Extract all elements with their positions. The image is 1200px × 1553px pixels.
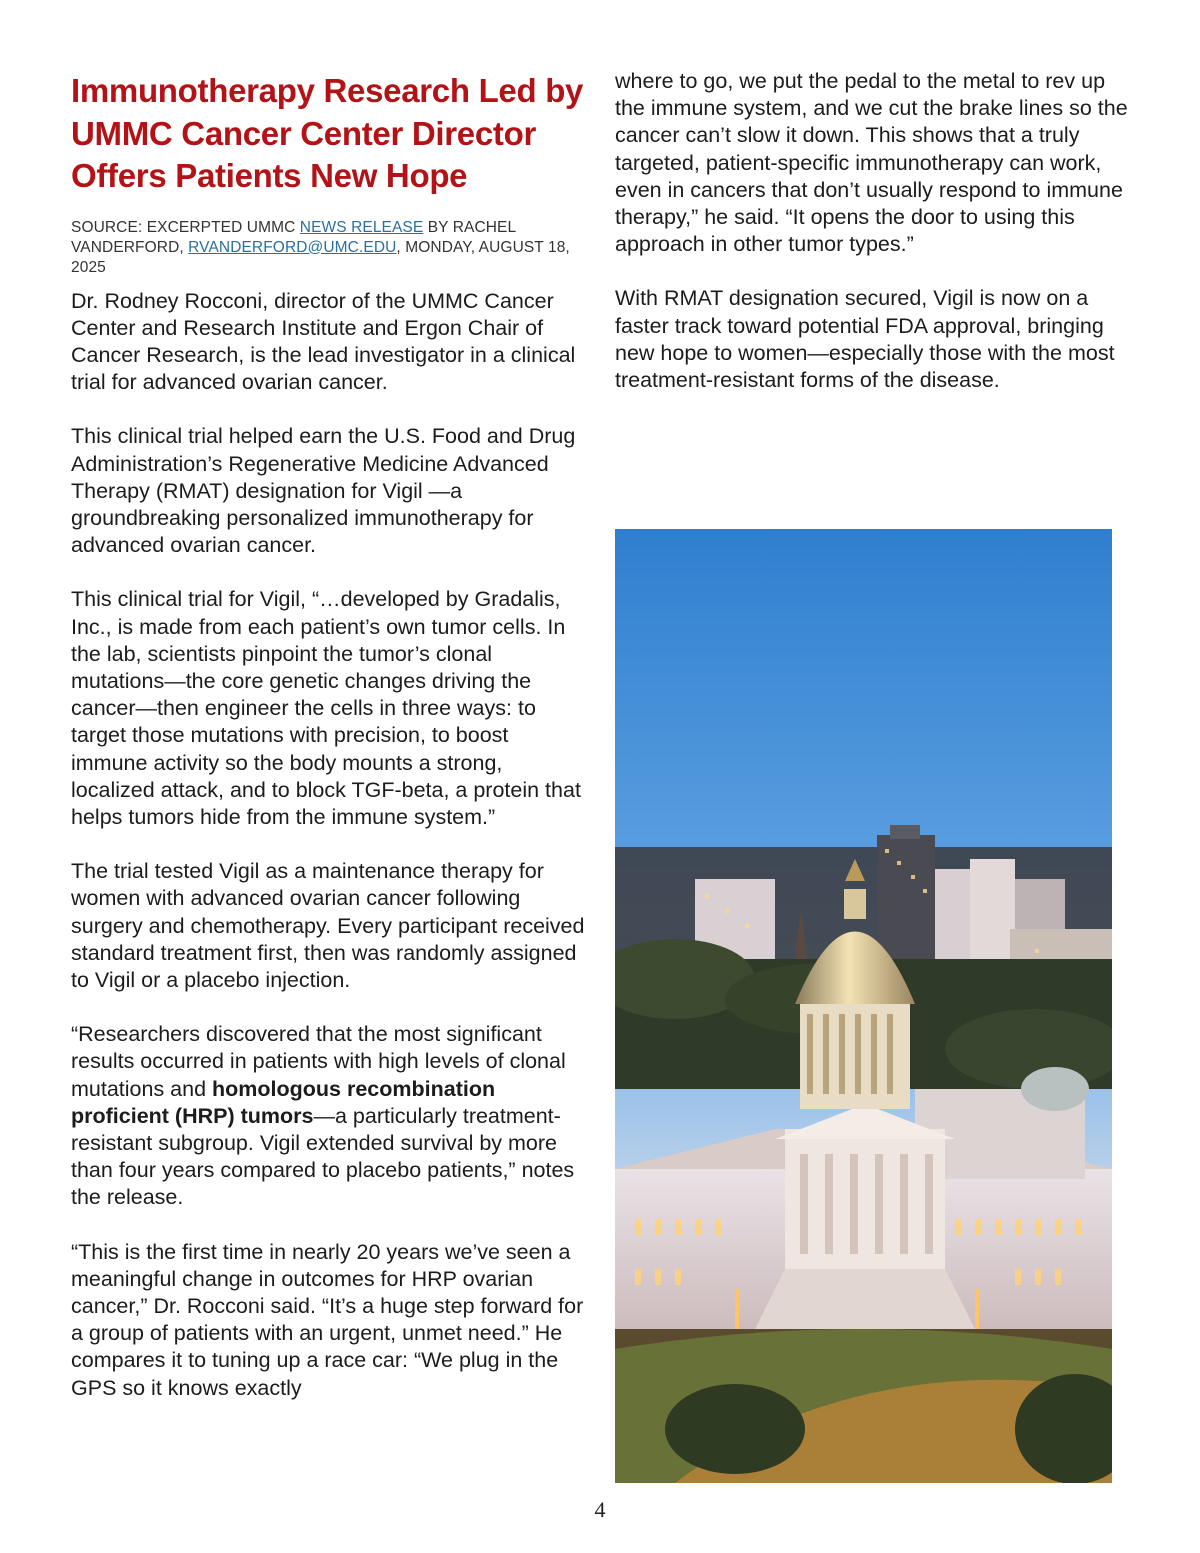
paragraph-6-continued: where to go, we put the pedal to the metal to rev up the immune system, and we cut the brake lines so the cancer can’t slow it down. This shows that a truly targeted, patient-specific immunotherapy can work, even in cancers that don’t usually respond to immune therapy,” he said. “It opens the door to using this approach in other tumor types.” — [615, 69, 1128, 257]
paragraph-5-bold: homologous recombination proficient (HRP) tumors — [71, 1076, 496, 1128]
capitol-cityscape-photo — [615, 529, 1112, 1483]
paragraph-7: With RMAT designation secured, Vigil is now on a faster track toward potential FDA approval, bringing new hope to women—especially those with the most treatment-resistant forms of the disease. — [615, 286, 1115, 393]
right-column — [615, 68, 1130, 394]
paragraph-4: The trial tested Vigil as a maintenance therapy for women with advanced ovarian cancer following surgery and chemotherapy. Every participant received standard treatment first, then was randomly assigned to Vigil or a placebo injection. — [71, 859, 585, 992]
source-prefix: SOURCE: EXCERPTED UMMC — [71, 218, 300, 236]
source-author: BY RACHEL VANDERFORD, — [71, 218, 516, 256]
paragraph-6: “This is the first time in nearly 20 years we’ve seen a meaningful change in outcomes for HRP ovarian cancer,” Dr. Rocconi said. “It’s a huge step forward for a group of patients with an urgent, unmet need.” He compares it to tuning up a race car: “We plug in the GPS so it knows exactly — [71, 1239, 584, 1400]
paragraph-1: Dr. Rodney Rocconi, director of the UMMC Cancer Center and Research Institute and Ergon Chair of Cancer Research, is the lead investigator in a clinical trial for advanced ovarian cancer. — [71, 288, 576, 395]
source-line — [71, 218, 587, 278]
paragraph-2: This clinical trial helped earn the U.S. Food and Drug Administration’s Regenerative Medicine Advanced Therapy (RMAT) designation for Vigil —a groundbreaking personalized immunotherapy for advanced ovarian cancer. — [71, 424, 576, 558]
paragraph-5 — [71, 1021, 587, 1211]
paragraph-5-start: “Researchers discovered that the most significant results occurred in patients with high levels of clonal mutations and — [71, 1022, 566, 1101]
source-date: , MONDAY, AUGUST 18, 2025 — [71, 238, 570, 276]
author-email-link[interactable]: RVANDERFORD@UMC.EDU — [188, 238, 397, 256]
page-number: 4 — [594, 1497, 606, 1522]
paragraph-5-end: —a particularly treatment-resistant subgroup. Vigil extended survival by more than four years compared to placebo patients,” notes the release. — [71, 1103, 575, 1210]
left-column — [71, 70, 587, 1402]
article-title: Immunotherapy Research Led by UMMC Cancer Center Director Offers Patients New Hope — [71, 72, 584, 194]
news-release-link[interactable]: NEWS RELEASE — [299, 218, 424, 236]
paragraph-3: This clinical trial for Vigil, “…developed by Gradalis, Inc., is made from each patient’s own tumor cells. In the lab, scientists pinpoint the tumor’s clonal mutations—the core genetic changes driving the cancer—then engineer the cells in three ways: to target those mutations with precision, to boost immune activity so the body mounts a strong, localized attack, and to block TGF-beta, a protein that helps tumors hide from the immune system.” — [71, 587, 581, 829]
